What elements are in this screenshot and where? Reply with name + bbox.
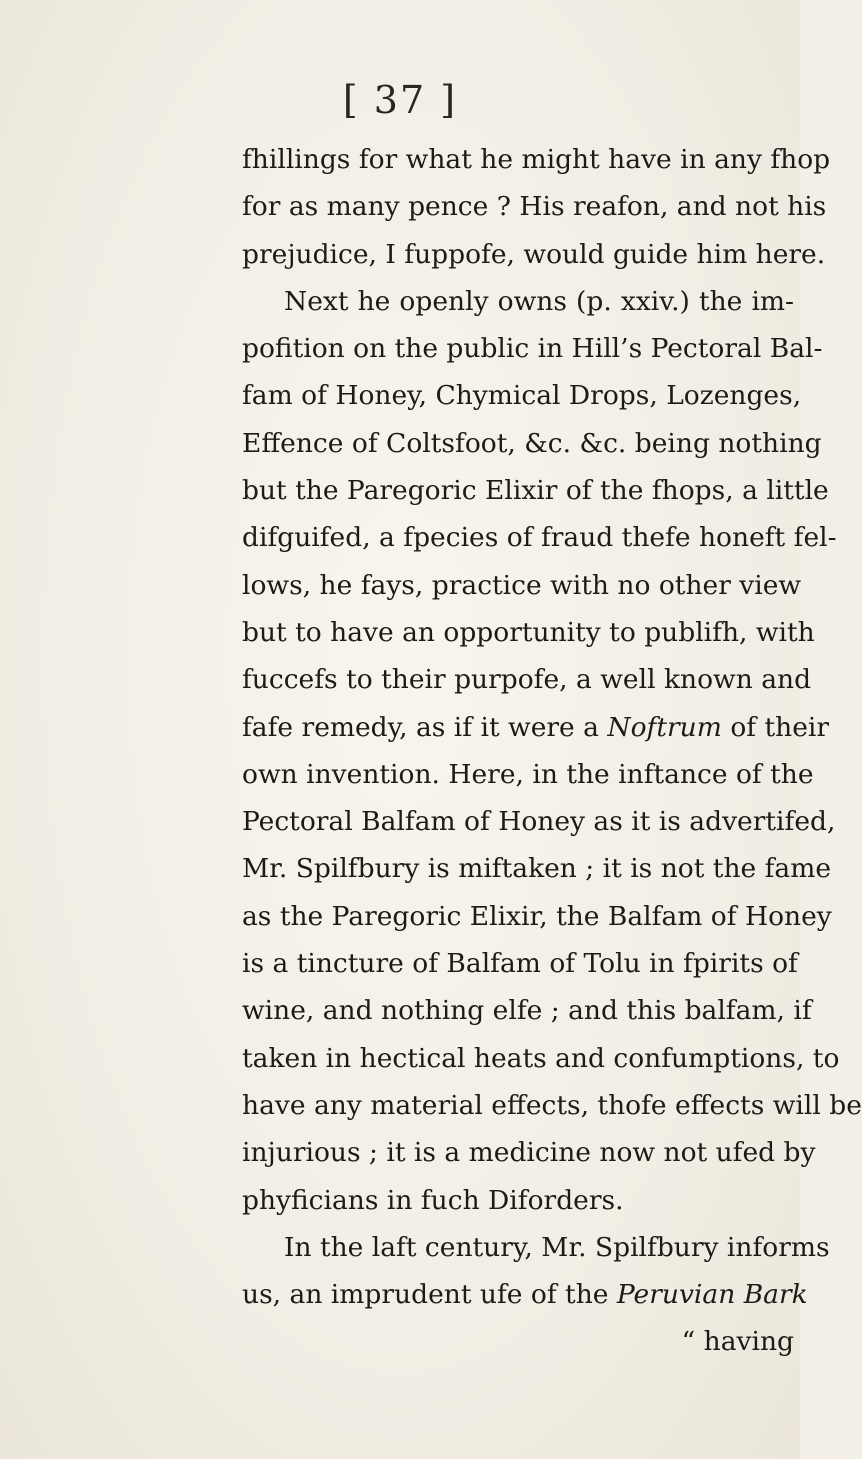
text-line: fuccefs to their purpofe, a well known and [242, 664, 812, 696]
text-line: Next he openly owns (p. xxiv.) the im- [284, 285, 794, 317]
text-line: but to have an opportunity to publifh, with [242, 616, 815, 648]
text-segment: us, an imprudent ufe of the [242, 1279, 609, 1311]
text-line: for as many pence ? His reafon, and not his [242, 191, 827, 223]
text-line: Mr. Spilfbury is miftaken ; it is not the fame [242, 853, 832, 885]
text-line: Pectoral Balfam of Honey as it is advertifed, [242, 806, 836, 838]
text-segment: fafe remedy, as if it were a [242, 711, 599, 743]
text-line: In the laft century, Mr. Spilfbury informs [284, 1231, 830, 1263]
text-segment: of their [730, 711, 830, 743]
text-line: lows, he fays, practice with no other view [242, 569, 802, 601]
page-number-header: [ 37 ] [342, 78, 458, 122]
body-text [242, 136, 862, 1358]
text-line: difguifed, a fpecies of fraud thefe honeft fel- [242, 522, 837, 554]
text-line: have any material effects, thofe effects will be [242, 1089, 862, 1121]
text-line: taken in hectical heats and confumptions, to [242, 1042, 840, 1074]
text-line-nostrum [242, 704, 830, 751]
text-line: phyficians in fuch Diforders. [242, 1184, 624, 1216]
italic-nostrum: Noftrum [607, 711, 722, 743]
text-line: Effence of Coltsfoot, &c. &c. being nothing [242, 427, 822, 459]
text-line: fhillings for what he might have in any fhop [242, 144, 831, 175]
text-line-bark [242, 1271, 808, 1318]
italic-peruvian-bark: Peruvian Bark [616, 1279, 808, 1311]
text-line: but the Paregoric Elixir of the fhops, a little [242, 475, 829, 507]
catchword: “ having [681, 1326, 794, 1358]
text-line: as the Paregoric Elixir, the Balfam of Honey [242, 900, 832, 932]
text-line: is a tincture of Balfam of Tolu in fpirits of [242, 948, 798, 980]
text-line: wine, and nothing elfe ; and this balfam, if [242, 995, 812, 1027]
text-line: fam of Honey, Chymical Drops, Lozenges, [242, 380, 802, 412]
text-line: prejudice, I fuppofe, would guide him here. [242, 238, 826, 270]
text-line: injurious ; it is a medicine now not ufed by [242, 1137, 816, 1169]
text-line: own invention. Here, in the inftance of the [242, 758, 814, 790]
text-line: pofition on the public in Hill’s Pectoral Bal- [242, 333, 823, 365]
